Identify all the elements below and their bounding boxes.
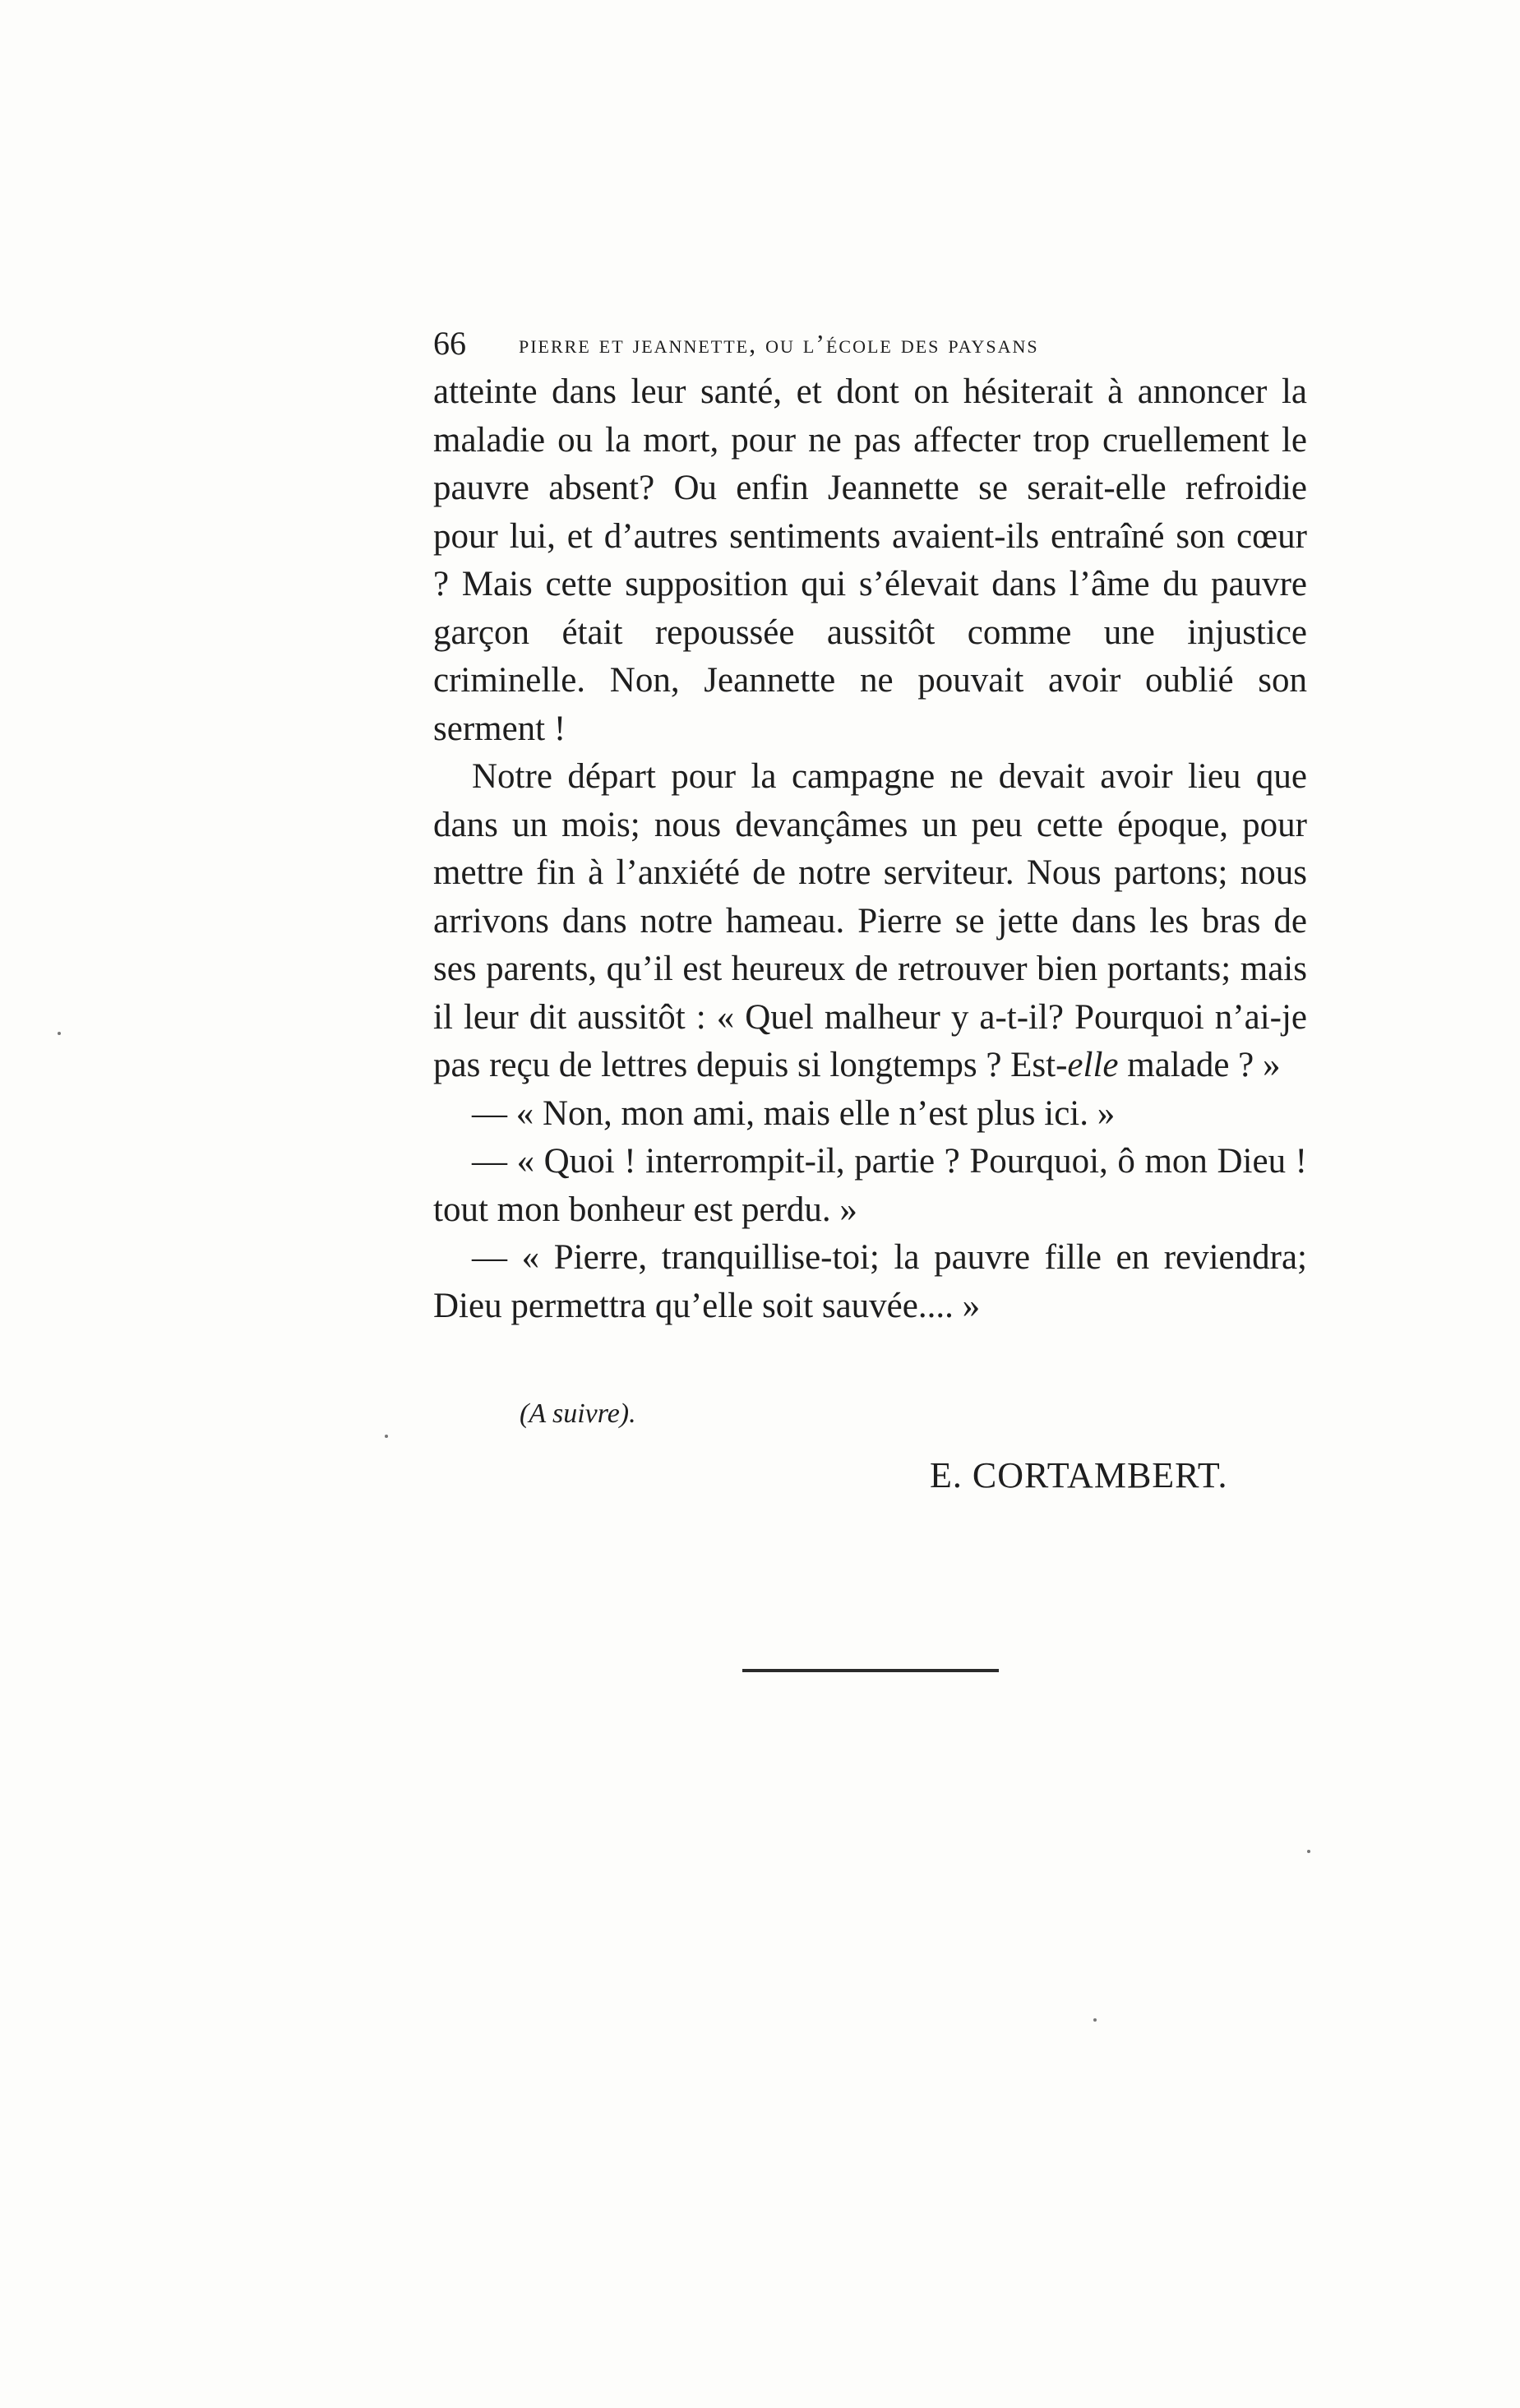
dialogue-line: — « Quoi ! interrompit-il, partie ? Pourquoi, ô mon Dieu ! tout mon bonheur est perdu. » [433,1142,1307,1229]
print-speck [1093,2018,1097,2022]
author-signature: E. CORTAMBERT. [930,1455,1228,1495]
page-number: 66 [433,325,466,362]
paragraph: atteinte dans leur santé, et dont on hésiterait à annoncer la maladie ou la mort, pour ne pas affecter trop cruellement le pauvre absent? Ou enfin Jeannette se serait-elle refroidie pour lui, et d’autres sentiments avaient-ils entraîné son cœur ? Mais cette supposition qui s’élevait dans l’âme du pauvre garçon était repoussée aussitôt comme une injustice criminelle. Non, Jeannette ne pouvait avoir oublié son serment ! [433,372,1307,748]
print-speck [58,1032,61,1035]
dialogue-line: — « Non, mon ami, mais elle n’est plus ici. » [472,1093,1116,1133]
print-speck [1307,1850,1310,1853]
paragraph [433,753,1307,1090]
page-header [433,319,1255,368]
body-text [433,368,1307,1330]
print-speck [385,1435,388,1438]
running-title: pierre et jeannette, ou l’école des paysans [519,329,1039,358]
dialogue-line: — « Pierre, tranquillise-toi; la pauvre fille en reviendra; Dieu permettra qu’elle soit sauvée.... » [433,1238,1307,1325]
paragraph-text: malade ? » [1118,1046,1281,1084]
closing-rule [742,1669,999,1672]
to-be-continued-note: (A suivre). [520,1398,636,1429]
paragraph-text: Notre départ pour la campagne ne devait avoir lieu que dans un mois; nous devançâmes un peu cette époque, pour mettre fin à l’anxiété de notre serviteur. Nous partons; nous arrivons dans notre hameau. Pierre se jette dans les bras de ses parents, qu’il est heureux de retrouver bien portants; mais il leur dit aussitôt : « Quel malheur y a-t-il? Pourquoi n’ai-je pas reçu de lettres depuis si longtemps ? Est- [433,757,1307,1084]
italic-word: elle [1067,1046,1119,1084]
